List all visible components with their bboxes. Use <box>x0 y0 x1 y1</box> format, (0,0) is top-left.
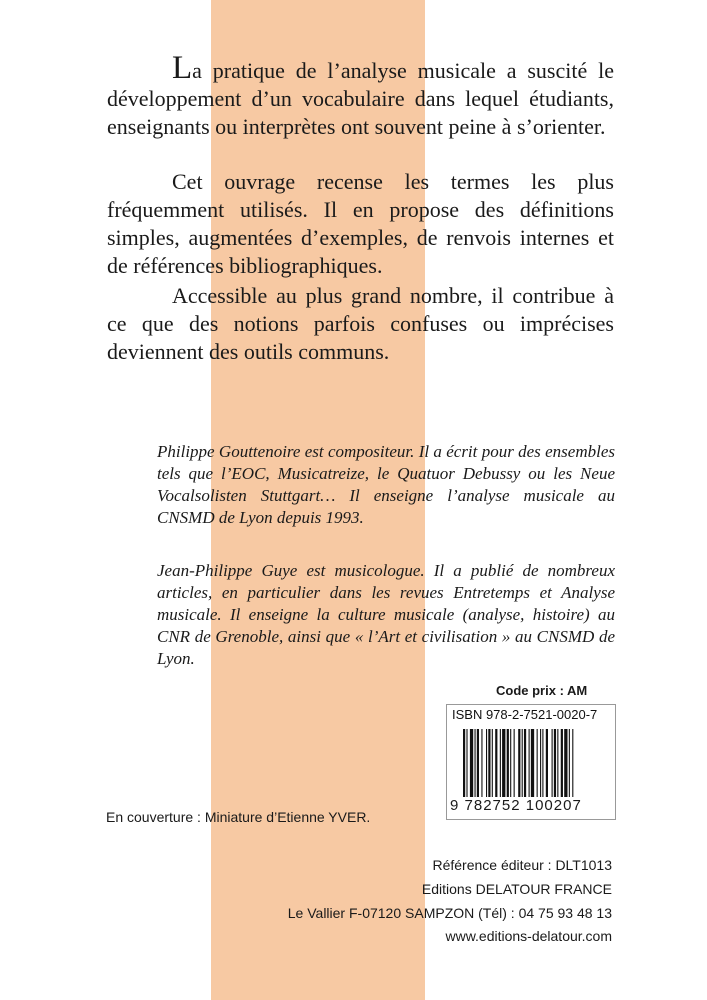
cover-credit: En couverture : Miniature d’Etienne YVER. <box>106 809 371 825</box>
publisher-name: Editions DELATOUR FRANCE <box>421 881 612 897</box>
barcode-icon <box>463 729 603 797</box>
blurb-paragraph-2-text: Cet ouvrage recense les termes les plus fréquemment utilisés. Il en propose des définitions simples, augmentées d’exemples, de renvois internes et de références bibliographiques. <box>107 169 614 278</box>
publisher-address: Le Vallier F-07120 SAMPZON (Tél) : 04 75 93 48 13 <box>287 905 612 921</box>
blurb-paragraph-1-text: a pratique de l’analyse musicale a suscité le développement d’un vocabulaire dans lequel étudiants, enseignants ou interprètes ont souvent peine à s’orienter. <box>107 58 614 139</box>
drop-cap: L <box>172 50 193 86</box>
publisher-reference: Référence éditeur : DLT1013 <box>432 857 612 873</box>
isbn-label: ISBN 978-2-7521-0020-7 <box>452 707 598 722</box>
price-code: Code prix : AM <box>496 683 588 698</box>
author-bio-guye: Jean-Philippe Guye est musicologue. Il a publié de nombreux articles, en particulier dans les revues Entretemps et Analyse musicale. Il enseigne la culture musicale (analyse, histoire) au CNR de Grenoble, ainsi que « l’Art et civilisation » au CNSMD de Lyon. <box>157 561 615 668</box>
blurb-paragraph-3-text: Accessible au plus grand nombre, il contribue à ce que des notions parfois confuses ou imprécises deviennent des outils communs. <box>107 283 614 364</box>
barcode-number: 9 782752 100207 <box>450 797 582 814</box>
publisher-website: www.editions-delatour.com <box>445 928 612 944</box>
blurb-paragraph-1 <box>107 50 614 141</box>
blurb-paragraph-3 <box>107 282 614 366</box>
blurb-paragraph-2 <box>107 168 614 280</box>
author-bio-gouttenoire: Philippe Gouttenoire est compositeur. Il a écrit pour des ensembles tels que l’EOC, Musicatreize, le Quatuor Debussy ou les Neue Vocalsolisten Stuttgart… Il enseigne l’analyse musicale au CNSMD de Lyon depuis 1993. <box>157 442 615 527</box>
